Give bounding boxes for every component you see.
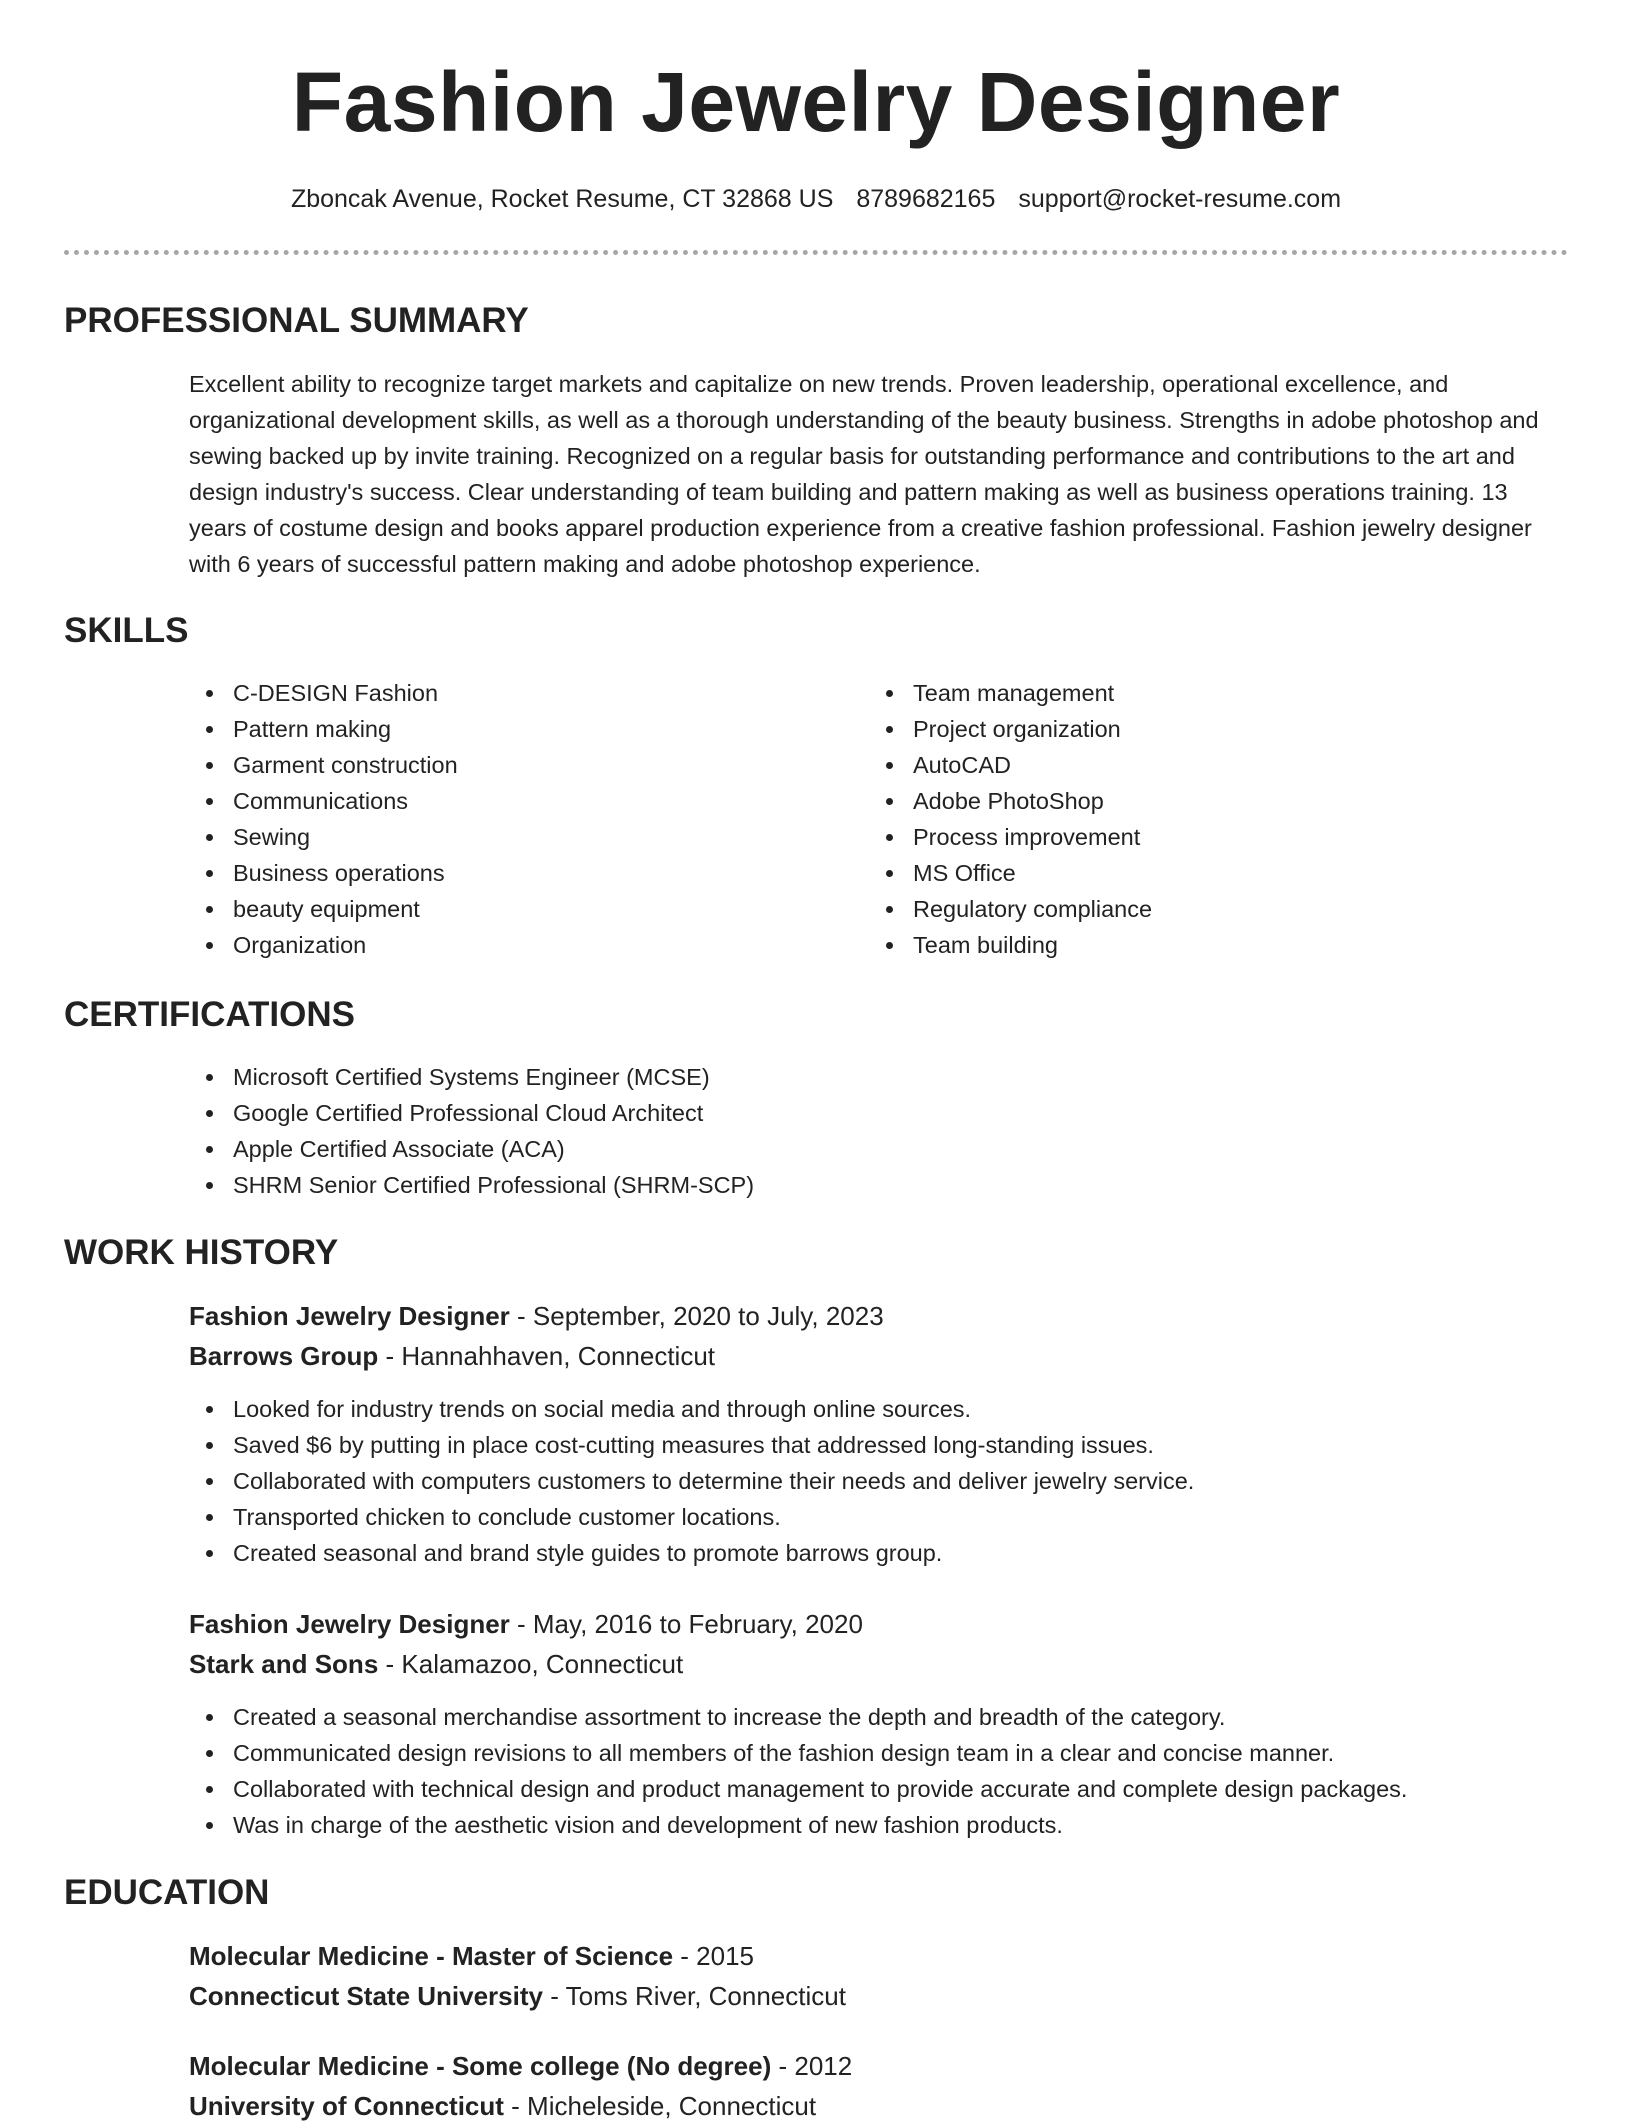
work-history-heading: WORK HISTORY: [64, 1233, 339, 1272]
job-location: - Hannahhaven, Connecticut: [378, 1341, 716, 1371]
header-divider: [64, 250, 1568, 255]
contact-email: support@rocket-resume.com: [1018, 185, 1342, 213]
job-company-line: [189, 1646, 683, 1682]
skills-heading: SKILLS: [64, 611, 189, 650]
job-title-line: [189, 1606, 863, 1642]
skills-list-left: [189, 675, 458, 963]
job-bullets: [189, 1699, 1407, 1843]
job-bullet: Saved $6 by putting in place cost-cutting measures that addressed long-standing issues.: [189, 1427, 1194, 1463]
certifications-heading: CERTIFICATIONS: [64, 995, 356, 1034]
skill-item: Regulatory compliance: [869, 891, 1152, 927]
job-bullet: Collaborated with technical design and product management to provide accurate and complete design packages.: [189, 1771, 1407, 1807]
education-school-line: [189, 1978, 846, 2014]
certification-item: Microsoft Certified Systems Engineer (MCSE): [189, 1059, 754, 1095]
summary-heading: PROFESSIONAL SUMMARY: [64, 301, 529, 340]
skill-item: Business operations: [189, 855, 458, 891]
skill-item: Garment construction: [189, 747, 458, 783]
skill-item: Organization: [189, 927, 458, 963]
skill-item: AutoCAD: [869, 747, 1152, 783]
job-bullet: Was in charge of the aesthetic vision and development of new fashion products.: [189, 1807, 1407, 1843]
job-bullet: Created seasonal and brand style guides to promote barrows group.: [189, 1535, 1194, 1571]
skill-item: beauty equipment: [189, 891, 458, 927]
certification-item: Apple Certified Associate (ACA): [189, 1131, 754, 1167]
education-degree-line: [189, 1938, 754, 1974]
job-company-line: [189, 1338, 715, 1374]
education-location: - Micheleside, Connecticut: [503, 2091, 817, 2121]
education-heading: EDUCATION: [64, 1873, 270, 1912]
job-bullet: Transported chicken to conclude customer locations.: [189, 1499, 1194, 1535]
job-bullet: Collaborated with computers customers to determine their needs and deliver jewelry service.: [189, 1463, 1194, 1499]
skill-item: Project organization: [869, 711, 1152, 747]
skill-item: MS Office: [869, 855, 1152, 891]
candidate-name: Fashion Jewelry Designer: [291, 55, 1341, 149]
job-bullet: Looked for industry trends on social media and through online sources.: [189, 1391, 1194, 1427]
skill-item: Communications: [189, 783, 458, 819]
summary-text: Excellent ability to recognize target markets and capitalize on new trends. Proven leadership, operational excellence, and organizational development skills, as well as a thorough understanding of the beauty business. Strengths in adobe photoshop and sewing backed up by invite training. Recognized on a regular basis for outstanding performance and contributions to the art and design industry's success. Clear understanding of team building and pattern making as well as business operations training. 13 years of costume design and books apparel production experience from a creative fashion professional. Fashion jewelry designer with 6 years of successful pattern making and adobe photoshop experience.: [189, 371, 1539, 577]
job-company: Stark and Sons: [189, 1649, 379, 1679]
education-school-line: [189, 2088, 816, 2124]
job-bullet: Communicated design revisions to all members of the fashion design team in a clear and concise manner.: [189, 1735, 1407, 1771]
skill-item: Team management: [869, 675, 1152, 711]
job-role: Fashion Jewelry Designer: [189, 1609, 510, 1639]
contact-address: Zboncak Avenue, Rocket Resume, CT 32868 US: [290, 185, 834, 213]
job-company: Barrows Group: [189, 1341, 379, 1371]
job-bullets: [189, 1391, 1194, 1571]
skill-item: Pattern making: [189, 711, 458, 747]
education-degree: Molecular Medicine - Master of Science: [189, 1941, 674, 1971]
skill-item: Sewing: [189, 819, 458, 855]
skills-list-right: [869, 675, 1152, 963]
certifications-list: [189, 1059, 754, 1203]
skill-item: Process improvement: [869, 819, 1152, 855]
job-dates: - September, 2020 to July, 2023: [509, 1301, 884, 1331]
education-degree: Molecular Medicine - Some college (No degree): [189, 2051, 772, 2081]
job-title-line: [189, 1298, 884, 1334]
job-location: - Kalamazoo, Connecticut: [378, 1649, 684, 1679]
education-degree-line: [189, 2048, 852, 2084]
skill-item: C-DESIGN Fashion: [189, 675, 458, 711]
skill-item: Team building: [869, 927, 1152, 963]
certification-item: SHRM Senior Certified Professional (SHRM-SCP): [189, 1167, 754, 1203]
education-school: Connecticut State University: [189, 1981, 543, 2011]
job-bullet: Created a seasonal merchandise assortment to increase the depth and breadth of the category.: [189, 1699, 1407, 1735]
skill-item: Adobe PhotoShop: [869, 783, 1152, 819]
certification-item: Google Certified Professional Cloud Architect: [189, 1095, 754, 1131]
education-location: - Toms River, Connecticut: [542, 1981, 846, 2011]
contact-phone: 8789682165: [856, 185, 996, 213]
job-dates: - May, 2016 to February, 2020: [509, 1609, 863, 1639]
job-role: Fashion Jewelry Designer: [189, 1301, 510, 1331]
education-school: University of Connecticut: [189, 2091, 504, 2121]
education-year: - 2015: [673, 1941, 754, 1971]
education-year: - 2012: [771, 2051, 853, 2081]
contact-line: [0, 181, 1632, 217]
